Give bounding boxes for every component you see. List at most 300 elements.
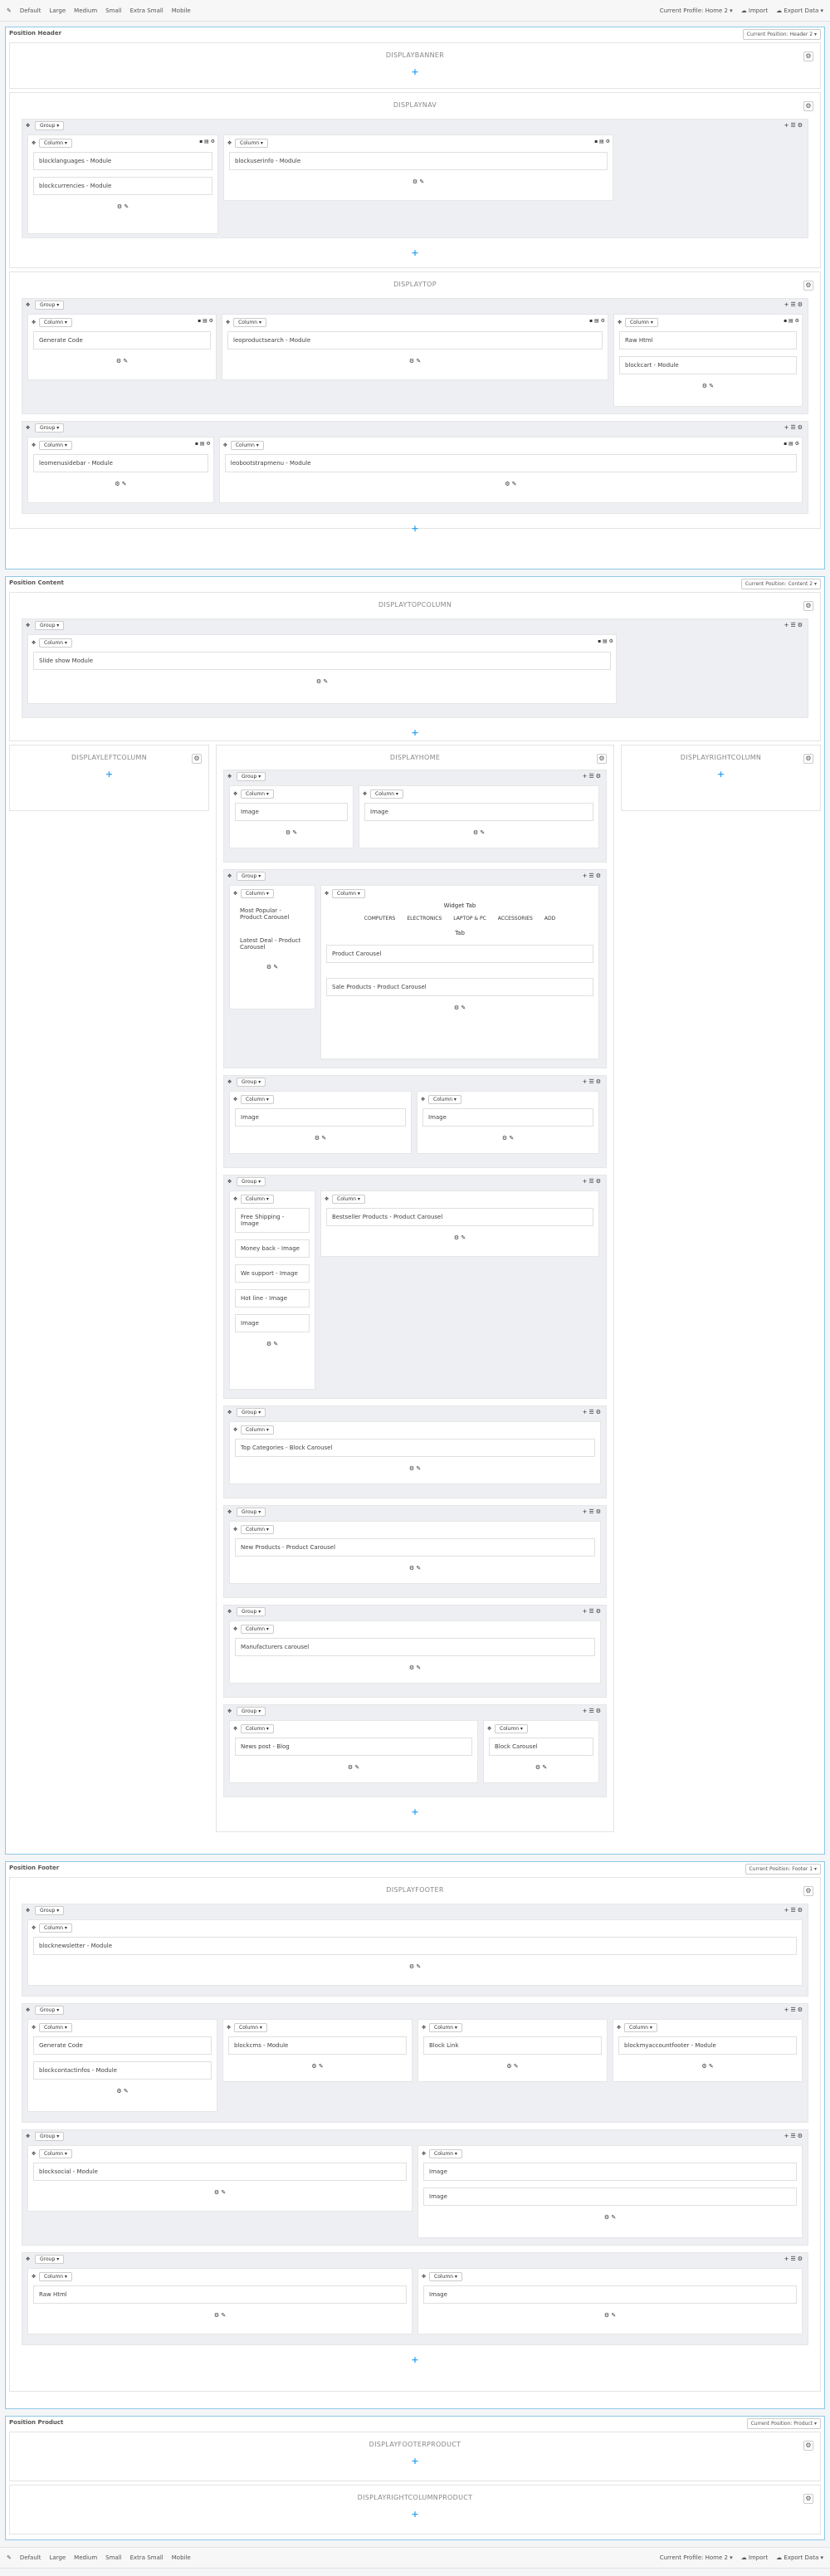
gear-icon[interactable]: ⚙ [803, 2441, 813, 2451]
move-icon[interactable]: ✥ [222, 442, 227, 448]
group-dropdown[interactable]: Group ▾ [35, 301, 64, 310]
module-item[interactable]: Bestseller Products - Product Carousel [326, 1208, 593, 1226]
group [223, 770, 607, 863]
group [22, 618, 808, 718]
module-item[interactable]: blocknewsletter - Module [33, 1937, 797, 1955]
column-footer-tools[interactable]: ⚙ ✎ [266, 964, 279, 970]
module-item[interactable]: blockcontactinfos - Module [33, 2061, 212, 2080]
tab-item[interactable]: ACCESSORIES [497, 916, 533, 921]
module-item[interactable]: News post - Blog [235, 1738, 472, 1756]
add-group-icon[interactable]: + [411, 66, 419, 77]
move-icon[interactable]: ✥ [227, 1078, 232, 1085]
column-dropdown[interactable]: Column ▾ [241, 1625, 274, 1634]
column [417, 2019, 608, 2082]
move-icon[interactable]: ✥ [227, 1608, 232, 1615]
column-footer-tools[interactable]: ⚙ ✎ [453, 1004, 466, 1011]
device-default[interactable]: Default [19, 2554, 42, 2561]
column-footer-tools[interactable]: ⚙ ✎ [453, 1234, 466, 1241]
gear-icon[interactable]: ⚙ [803, 2494, 813, 2504]
move-icon[interactable]: ✥ [233, 1096, 238, 1102]
move-icon[interactable]: ✥ [26, 424, 31, 431]
column [219, 437, 803, 503]
module-item[interactable]: blockcms - Module [228, 2036, 407, 2055]
tab-item[interactable]: ELECTRONICS [407, 916, 442, 921]
column-tools[interactable]: ▪ ▤ ⚙ [598, 638, 613, 644]
move-icon[interactable]: ✥ [617, 319, 622, 325]
add-group-icon[interactable]: + [411, 247, 419, 258]
gear-icon[interactable]: ⚙ [803, 281, 813, 291]
group-tools[interactable]: +☰⚙ [784, 2256, 804, 2262]
column-tools[interactable]: ▪ ▤ ⚙ [194, 441, 211, 447]
column-footer-tools[interactable]: ⚙ ✎ [266, 1341, 279, 1347]
tab-item[interactable]: LAPTOP & PC [453, 916, 486, 921]
hook-displayfooterproduct: DISPLAYFOOTERPRODUCT ⚙ + [9, 2432, 821, 2481]
module-item[interactable]: New Products - Product Carousel [235, 1538, 595, 1557]
column [359, 785, 599, 848]
gear-icon[interactable]: ⚙ [803, 1886, 813, 1896]
module-item[interactable]: blockmyaccountfooter - Module [618, 2036, 797, 2055]
module-item[interactable]: Free Shipping - Image [235, 1208, 310, 1233]
group-dropdown[interactable]: Group ▾ [237, 1408, 266, 1417]
column-footer-tools[interactable]: ⚙ ✎ [213, 2312, 227, 2319]
position-content [5, 576, 825, 1855]
module-item[interactable]: blocksocial - Module [33, 2163, 407, 2181]
hook-displayfooter: DISPLAYFOOTER ⚙ ✥ Group ▾ +☰⚙ ✥ Column ▾ blocknewsletter - Module ⚙ ✎ ✥ Group ▾ +☰⚙ ✥ Column ▾ Generate Code blockcontactinfos - Module ⚙ ✎ ✥ Column ▾ blockcms - Module ⚙ ✎ ✥ Column ▾ Block Link ⚙ ✎ ✥ Column ▾ blockmyaccountfooter - Module ⚙ ✎ ✥ Group ▾ +☰⚙ ✥ Column ▾ blocksocial - Module ⚙ ✎ ✥ Column ▾ Image Image ⚙ ✎ ✥ Group ▾ +☰⚙ ✥ Column ▾ Raw Html ⚙ ✎ ✥ Column ▾ Image ⚙ ✎ + [9, 1877, 821, 2392]
position-select[interactable]: Current Position: Product ▾ [747, 2418, 821, 2429]
column-footer-tools[interactable]: ⚙ ✎ [115, 358, 129, 364]
column [223, 134, 613, 201]
column [222, 314, 608, 380]
column-dropdown[interactable]: Column ▾ [39, 638, 72, 648]
module-item[interactable]: Money back - Image [235, 1239, 310, 1258]
column [27, 634, 617, 704]
move-icon[interactable]: ✥ [227, 1508, 232, 1515]
group [223, 1405, 607, 1498]
gear-icon[interactable]: ⚙ [597, 754, 607, 764]
device-large[interactable]: Large [49, 2554, 66, 2561]
add-group-icon[interactable]: + [411, 1806, 419, 1817]
column-footer-tools[interactable]: ⚙ ✎ [213, 2189, 227, 2196]
column-dropdown[interactable]: Column ▾ [241, 889, 274, 898]
add-group-icon[interactable]: + [411, 2354, 419, 2365]
column-dropdown[interactable]: Column ▾ [332, 1195, 365, 1204]
column-tools[interactable]: ▪ ▤ ⚙ [784, 441, 799, 447]
column-footer-tools[interactable]: ⚙ ✎ [472, 829, 486, 836]
group [22, 421, 808, 514]
group-dropdown[interactable]: Group ▾ [35, 121, 64, 130]
column-footer-tools[interactable]: ⚙ ✎ [408, 1963, 422, 1970]
import-button[interactable]: ☁ Import [740, 7, 769, 14]
column-dropdown[interactable]: Column ▾ [233, 318, 266, 327]
column-footer-tools[interactable]: ⚙ ✎ [314, 1135, 327, 1141]
column-dropdown[interactable]: Column ▾ [235, 139, 268, 148]
tab-item[interactable]: COMPUTERS [364, 916, 396, 921]
hook-displaytop: DISPLAYTOP ⚙ ✥ Group ▾ +☰⚙ ✥ Column ▾ ▪ ▤ ⚙ Generate Code ⚙ ✎ ✥ Column ▾ ▪ ▤ ⚙ leoproductsearch - Module ⚙ ✎ ✥ Column ▾ ▪ ▤ ⚙ Raw Html blockcart - Module ⚙ ✎ ✥ Group ▾ +☰⚙ ✥ Column ▾ ▪ ▤ ⚙ leomenusidebar - Module ⚙ ✎ ✥ Column ▾ ▪ ▤ ⚙ leobootstrapmenu - Module ⚙ ✎ + [9, 271, 821, 529]
gear-icon[interactable]: ⚙ [803, 51, 813, 61]
hook-displayhome: DISPLAYHOME ⚙ ✥ Group ▾ +☰⚙ ✥ Column ▾ Image ⚙ ✎ ✥ Column ▾ Image ⚙ ✎ ✥ Group ▾ +☰⚙ ✥ Column ▾ Most Popular - Product Carousel Latest Deal - Product Carousel ⚙ ✎ ✥ Column ▾ Widget Tab COMPUTERS ELECTRONICS LAPTOP & PC ACCESSORIES ADD Tab Product Carousel Sale Products - Product Carousel ⚙ ✎ ✥ Group ▾ +☰⚙ ✥ Column ▾ Image ⚙ ✎ ✥ Column ▾ Image ⚙ ✎ ✥ Group ▾ +☰⚙ ✥ Column ▾ Free Shipping - Image Money back - Image We support - Image Hot line - Image Image ⚙ ✎ ✥ Column ▾ Bestseller Products - Product Carousel ⚙ ✎ ✥ Group ▾ +☰⚙ ✥ Column ▾ Top Categories - Block Carousel ⚙ ✎ ✥ Group ▾ +☰⚙ ✥ Column ▾ New Products - Product Carousel ⚙ ✎ ✥ Group ▾ +☰⚙ ✥ Column ▾ Manufacturers carousel ⚙ ✎ ✥ Group ▾ +☰⚙ ✥ Column ▾ News post - Blog ⚙ ✎ ✥ Column ▾ Block Carousel ⚙ ✎ + [216, 745, 614, 1832]
module-item[interactable]: Image [423, 2285, 797, 2304]
move-icon[interactable]: ✥ [422, 2024, 427, 2031]
group-tools[interactable]: +☰⚙ [582, 873, 603, 879]
module-item[interactable]: blockcart - Module [619, 356, 797, 374]
column-footer-tools[interactable]: ⚙ ✎ [347, 1764, 360, 1771]
device-mobile[interactable]: Mobile [171, 7, 191, 14]
move-icon[interactable]: ✥ [363, 790, 368, 797]
column [320, 885, 599, 1059]
column-dropdown[interactable]: Column ▾ [234, 2023, 267, 2032]
gear-icon[interactable]: ⚙ [803, 754, 813, 764]
group-tools[interactable]: +☰⚙ [784, 2007, 804, 2013]
hook-displaytopcolumn: DISPLAYTOPCOLUMN ⚙ ✥ Group ▾ +☰⚙ ✥ Column ▾ ▪ ▤ ⚙ Slide show Module ⚙ ✎ + [9, 592, 821, 741]
module-item[interactable]: leobootstrapmenu - Module [225, 454, 797, 472]
column-footer-tools[interactable]: ⚙ ✎ [315, 678, 329, 685]
position-footer [5, 1861, 825, 2409]
group [22, 2129, 808, 2246]
tab-item[interactable]: ADD [544, 916, 556, 921]
position-select[interactable]: Current Position: Content 2 ▾ [741, 579, 821, 589]
group-tools[interactable]: +☰⚙ [582, 1078, 603, 1085]
position-title: Position Footer [9, 1865, 60, 1871]
export-button[interactable]: ☁ Export Data ▾ [776, 7, 823, 14]
group-tools[interactable]: +☰⚙ [784, 622, 804, 628]
module-item[interactable]: Generate Code [33, 2036, 212, 2055]
group [22, 298, 808, 414]
export-button[interactable]: ☁ Export Data ▾ [776, 2554, 823, 2561]
group-tools[interactable]: +☰⚙ [582, 1178, 603, 1185]
hook-displayleftcolumn: DISPLAYLEFTCOLUMN ⚙ + [9, 745, 209, 811]
module-item[interactable]: Manufacturers carousel [235, 1638, 595, 1656]
move-icon[interactable]: ✥ [26, 2256, 31, 2262]
import-button[interactable]: ☁ Import [740, 2554, 769, 2561]
module-item[interactable]: Image [422, 1108, 593, 1127]
position-product [5, 2416, 825, 2540]
column [417, 1091, 599, 1154]
column-dropdown[interactable]: Column ▾ [241, 1195, 274, 1204]
group-tools[interactable]: +☰⚙ [784, 2133, 804, 2139]
device-small[interactable]: Small [105, 7, 122, 14]
column [483, 1720, 599, 1783]
top-toolbar [0, 0, 830, 22]
group [22, 2252, 808, 2345]
move-icon[interactable]: ✥ [26, 2133, 31, 2139]
module-item[interactable]: We support - Image [235, 1264, 310, 1283]
move-icon[interactable]: ✥ [487, 1725, 492, 1732]
content-columns [9, 745, 821, 1832]
device-default[interactable]: Default [19, 7, 42, 14]
move-icon[interactable]: ✥ [226, 319, 231, 325]
move-icon[interactable]: ✥ [26, 301, 31, 308]
move-icon[interactable]: ✥ [32, 1924, 37, 1931]
move-icon[interactable]: ✥ [233, 1426, 238, 1433]
column-dropdown[interactable]: Column ▾ [241, 1525, 274, 1534]
column-tools[interactable]: ▪ ▤ ⚙ [594, 139, 610, 144]
gear-icon[interactable]: ⚙ [192, 754, 202, 764]
add-group-icon[interactable]: + [411, 727, 419, 738]
module-item[interactable]: blockuserinfo - Module [229, 152, 608, 170]
column-dropdown[interactable]: Column ▾ [231, 441, 264, 450]
column [417, 2145, 803, 2238]
move-icon[interactable]: ✥ [325, 890, 330, 897]
group-tools[interactable]: +☰⚙ [784, 424, 804, 431]
position-header [5, 27, 825, 569]
move-icon[interactable]: ✥ [227, 1409, 232, 1415]
column [229, 1720, 478, 1783]
move-icon[interactable]: ✥ [233, 1526, 238, 1532]
move-icon[interactable]: ✥ [421, 1096, 426, 1102]
column-dropdown[interactable]: Column ▾ [39, 2149, 72, 2158]
column [229, 1190, 315, 1390]
column-dropdown[interactable]: Column ▾ [429, 2023, 462, 2032]
column-dropdown[interactable]: Column ▾ [241, 789, 274, 799]
group-tools[interactable]: +☰⚙ [784, 1907, 804, 1914]
add-group-icon[interactable]: + [411, 2509, 419, 2520]
column-footer-tools[interactable]: ⚙ ✎ [115, 481, 127, 487]
column-footer-tools[interactable]: ⚙ ✎ [408, 1664, 422, 1671]
column-dropdown[interactable]: Column ▾ [625, 318, 658, 327]
column-dropdown[interactable]: Column ▾ [624, 2023, 657, 2032]
bottom-toolbar [0, 2547, 830, 2569]
module-item[interactable]: Image [235, 803, 348, 821]
move-icon[interactable]: ✥ [227, 873, 232, 879]
column-dropdown[interactable]: Column ▾ [241, 1425, 274, 1435]
module-item[interactable]: Hot line - Image [235, 1289, 310, 1308]
move-icon[interactable]: ✥ [227, 2024, 232, 2031]
column [613, 2019, 803, 2082]
gear-icon[interactable]: ⚙ [803, 601, 813, 611]
pencil-icon[interactable]: ✎ [7, 2554, 12, 2561]
move-icon[interactable]: ✥ [422, 2150, 427, 2157]
module-item[interactable]: Image [423, 2163, 797, 2181]
module-item[interactable]: Image [235, 1314, 310, 1332]
move-icon[interactable]: ✥ [32, 2150, 37, 2157]
column-footer-tools[interactable]: ⚙ ✎ [408, 1465, 422, 1472]
column [229, 1521, 601, 1584]
group-dropdown[interactable]: Group ▾ [237, 1078, 266, 1087]
group-tools[interactable]: +☰⚙ [582, 773, 603, 780]
column-dropdown[interactable]: Column ▾ [428, 1095, 461, 1104]
group [223, 1704, 607, 1797]
group-dropdown[interactable]: Group ▾ [35, 1906, 64, 1915]
column [222, 2019, 413, 2082]
column-dropdown[interactable]: Column ▾ [39, 2272, 72, 2281]
module-item[interactable]: leomenusidebar - Module [33, 454, 208, 472]
column [320, 1190, 599, 1257]
column [27, 1919, 803, 1986]
device-medium[interactable]: Medium [74, 2554, 98, 2561]
module-item[interactable]: blocklanguages - Module [33, 152, 212, 170]
group [22, 1904, 808, 1997]
pencil-icon[interactable]: ✎ [7, 7, 12, 14]
move-icon[interactable]: ✥ [227, 139, 232, 146]
move-icon[interactable]: ✥ [233, 1195, 238, 1202]
move-icon[interactable]: ✥ [233, 1725, 238, 1732]
group-tools[interactable]: +☰⚙ [582, 1608, 603, 1615]
column [27, 2019, 217, 2112]
move-icon[interactable]: ✥ [32, 442, 37, 448]
module-item[interactable]: Generate Code [33, 331, 211, 349]
column-footer-tools[interactable]: ⚙ ✎ [116, 2088, 129, 2095]
add-group-icon[interactable]: + [411, 2456, 419, 2466]
group [22, 119, 808, 238]
position-select[interactable]: Current Position: Header 2 ▾ [743, 29, 821, 40]
position-title: Position Product [9, 2419, 64, 2426]
group-dropdown[interactable]: Group ▾ [237, 1177, 266, 1186]
move-icon[interactable]: ✥ [227, 1178, 232, 1185]
group-dropdown[interactable]: Group ▾ [237, 772, 266, 781]
column [27, 437, 214, 503]
module-item[interactable]: Sale Products - Product Carousel [326, 978, 593, 996]
add-group-icon[interactable]: + [105, 769, 114, 780]
add-group-icon[interactable]: + [716, 769, 725, 780]
column-footer-tools[interactable]: ⚙ ✎ [603, 2214, 617, 2221]
move-icon[interactable]: ✥ [26, 122, 31, 129]
column-dropdown[interactable]: Column ▾ [39, 139, 72, 148]
hook-displaynav: DISPLAYNAV ⚙ ✥ Group ▾ +☰⚙ ✥ Column ▾ ▪ ▤ ⚙ blocklanguages - Module blockcurrencies - Module ⚙ ✎ ✥ Column ▾ ▪ ▤ ⚙ blockuserinfo - Module ⚙ ✎ + [9, 92, 821, 268]
move-icon[interactable]: ✥ [325, 1195, 330, 1202]
column-dropdown[interactable]: Column ▾ [429, 2272, 462, 2281]
move-icon[interactable]: ✥ [227, 1708, 232, 1714]
column-dropdown[interactable]: Column ▾ [495, 1724, 528, 1733]
move-icon[interactable]: ✥ [32, 2273, 37, 2280]
group-dropdown[interactable]: Group ▾ [35, 423, 64, 433]
column [229, 885, 315, 1009]
group-tools[interactable]: +☰⚙ [784, 301, 804, 308]
move-icon[interactable]: ✥ [233, 890, 238, 897]
widget-tab-title[interactable]: Widget Tab [443, 902, 476, 909]
position-title: Position Content [9, 579, 64, 586]
group-dropdown[interactable]: Group ▾ [237, 1707, 266, 1716]
column-footer-tools[interactable]: ⚙ ✎ [408, 1565, 422, 1572]
move-icon[interactable]: ✥ [233, 1625, 238, 1632]
column-dropdown[interactable]: Column ▾ [39, 318, 72, 327]
group [22, 2003, 808, 2123]
column [229, 785, 354, 848]
device-small[interactable]: Small [105, 2554, 122, 2561]
column-footer-tools[interactable]: ⚙ ✎ [701, 2063, 714, 2070]
module-item[interactable]: Image [423, 2187, 797, 2206]
module-item[interactable]: Latest Deal - Product Carousel [235, 932, 310, 956]
group-dropdown[interactable]: Group ▾ [35, 621, 64, 630]
hook-displaybanner: DISPLAYBANNER ⚙ + [9, 42, 821, 89]
move-icon[interactable]: ✥ [32, 139, 37, 146]
group-dropdown[interactable]: Group ▾ [35, 2132, 64, 2141]
group-dropdown[interactable]: Group ▾ [237, 872, 266, 881]
column-dropdown[interactable]: Column ▾ [39, 1923, 72, 1933]
gear-icon[interactable]: ⚙ [803, 101, 813, 111]
device-medium[interactable]: Medium [74, 7, 98, 14]
group-tools[interactable]: +☰⚙ [784, 122, 804, 129]
column-footer-tools[interactable]: ⚙ ✎ [501, 1135, 515, 1141]
column-footer-tools[interactable]: ⚙ ✎ [506, 2063, 519, 2070]
column-footer-tools[interactable]: ⚙ ✎ [412, 178, 425, 185]
group [223, 1075, 607, 1168]
column-dropdown[interactable]: Column ▾ [370, 789, 403, 799]
module-item[interactable]: Block Link [423, 2036, 602, 2055]
position-select[interactable]: Current Position: Footer 1 ▾ [745, 1864, 821, 1875]
column-dropdown[interactable]: Column ▾ [39, 2023, 72, 2032]
device-large[interactable]: Large [49, 7, 66, 14]
move-icon[interactable]: ✥ [32, 319, 37, 325]
module-item[interactable]: Top Categories - Block Carousel [235, 1439, 595, 1457]
column-footer-tools[interactable]: ⚙ ✎ [116, 203, 129, 210]
column-footer-tools[interactable]: ⚙ ✎ [603, 2312, 617, 2319]
hook-displayrightcolumnproduct: DISPLAYRIGHTCOLUMNPRODUCT ⚙ + [9, 2485, 821, 2534]
column [229, 1620, 601, 1684]
module-item[interactable]: Most Popular - Product Carousel [235, 902, 310, 926]
column-dropdown[interactable]: Column ▾ [241, 1724, 274, 1733]
column-footer-tools[interactable]: ⚙ ✎ [505, 481, 517, 487]
group [223, 1175, 607, 1399]
group-dropdown[interactable]: Group ▾ [237, 1607, 266, 1616]
column-dropdown[interactable]: Column ▾ [332, 889, 365, 898]
column-tools[interactable]: ▪ ▤ ⚙ [198, 318, 214, 324]
group-tools[interactable]: +☰⚙ [582, 1409, 603, 1415]
move-icon[interactable]: ✥ [32, 2024, 37, 2031]
move-icon[interactable]: ✥ [26, 1907, 31, 1914]
position-title: Position Header [9, 30, 62, 37]
group-dropdown[interactable]: Group ▾ [35, 2006, 64, 2015]
column-dropdown[interactable]: Column ▾ [241, 1095, 274, 1104]
move-icon[interactable]: ✥ [617, 2024, 622, 2031]
column-footer-tools[interactable]: ⚙ ✎ [701, 383, 715, 389]
column-tools[interactable]: ▪ ▤ ⚙ [589, 318, 605, 324]
module-item[interactable]: Product Carousel [326, 945, 593, 963]
group-tools[interactable]: +☰⚙ [582, 1508, 603, 1515]
tab-label[interactable]: Tab [455, 930, 465, 936]
device-mobile[interactable]: Mobile [171, 2554, 191, 2561]
move-icon[interactable]: ✥ [227, 773, 232, 780]
module-item[interactable]: Image [235, 1108, 406, 1127]
module-item[interactable]: Image [364, 803, 593, 821]
column [417, 2268, 803, 2334]
profile-select[interactable]: Current Profile: Home 2 ▾ [659, 2554, 733, 2561]
column-dropdown[interactable]: Column ▾ [39, 441, 72, 450]
column-tools[interactable]: ▪ ▤ ⚙ [784, 318, 799, 324]
column-footer-tools[interactable]: ⚙ ✎ [285, 829, 298, 836]
group-dropdown[interactable]: Group ▾ [35, 2255, 64, 2264]
column-footer-tools[interactable]: ⚙ ✎ [311, 2063, 324, 2070]
column [613, 314, 803, 407]
profile-select[interactable]: Current Profile: Home 2 ▾ [659, 7, 733, 14]
module-item[interactable]: blockcurrencies - Module [33, 177, 212, 195]
module-item[interactable]: Block Carousel [489, 1738, 593, 1756]
device-extra-small[interactable]: Extra Small [129, 2554, 164, 2561]
move-icon[interactable]: ✥ [26, 622, 31, 628]
group [223, 1505, 607, 1598]
move-icon[interactable]: ✥ [233, 790, 238, 797]
group [223, 1605, 607, 1698]
column [27, 2145, 413, 2212]
group-tools[interactable]: +☰⚙ [582, 1708, 603, 1714]
column [229, 1421, 601, 1484]
group-dropdown[interactable]: Group ▾ [237, 1508, 266, 1517]
module-item[interactable]: Slide show Module [33, 652, 611, 670]
module-item[interactable]: leoproductsearch - Module [227, 331, 603, 349]
column-tools[interactable]: ▪ ▤ ⚙ [199, 139, 215, 144]
device-extra-small[interactable]: Extra Small [129, 7, 164, 14]
column [229, 1091, 412, 1154]
move-icon[interactable]: ✥ [26, 2007, 31, 2013]
add-group-icon[interactable]: + [411, 523, 419, 534]
module-item[interactable]: Raw Html [619, 331, 797, 349]
move-icon[interactable]: ✥ [32, 639, 37, 646]
column [27, 2268, 413, 2334]
move-icon[interactable]: ✥ [422, 2273, 427, 2280]
column-footer-tools[interactable]: ⚙ ✎ [408, 358, 422, 364]
column-footer-tools[interactable]: ⚙ ✎ [535, 1764, 548, 1771]
column-dropdown[interactable]: Column ▾ [429, 2149, 462, 2158]
module-item[interactable]: Raw Html [33, 2285, 407, 2304]
